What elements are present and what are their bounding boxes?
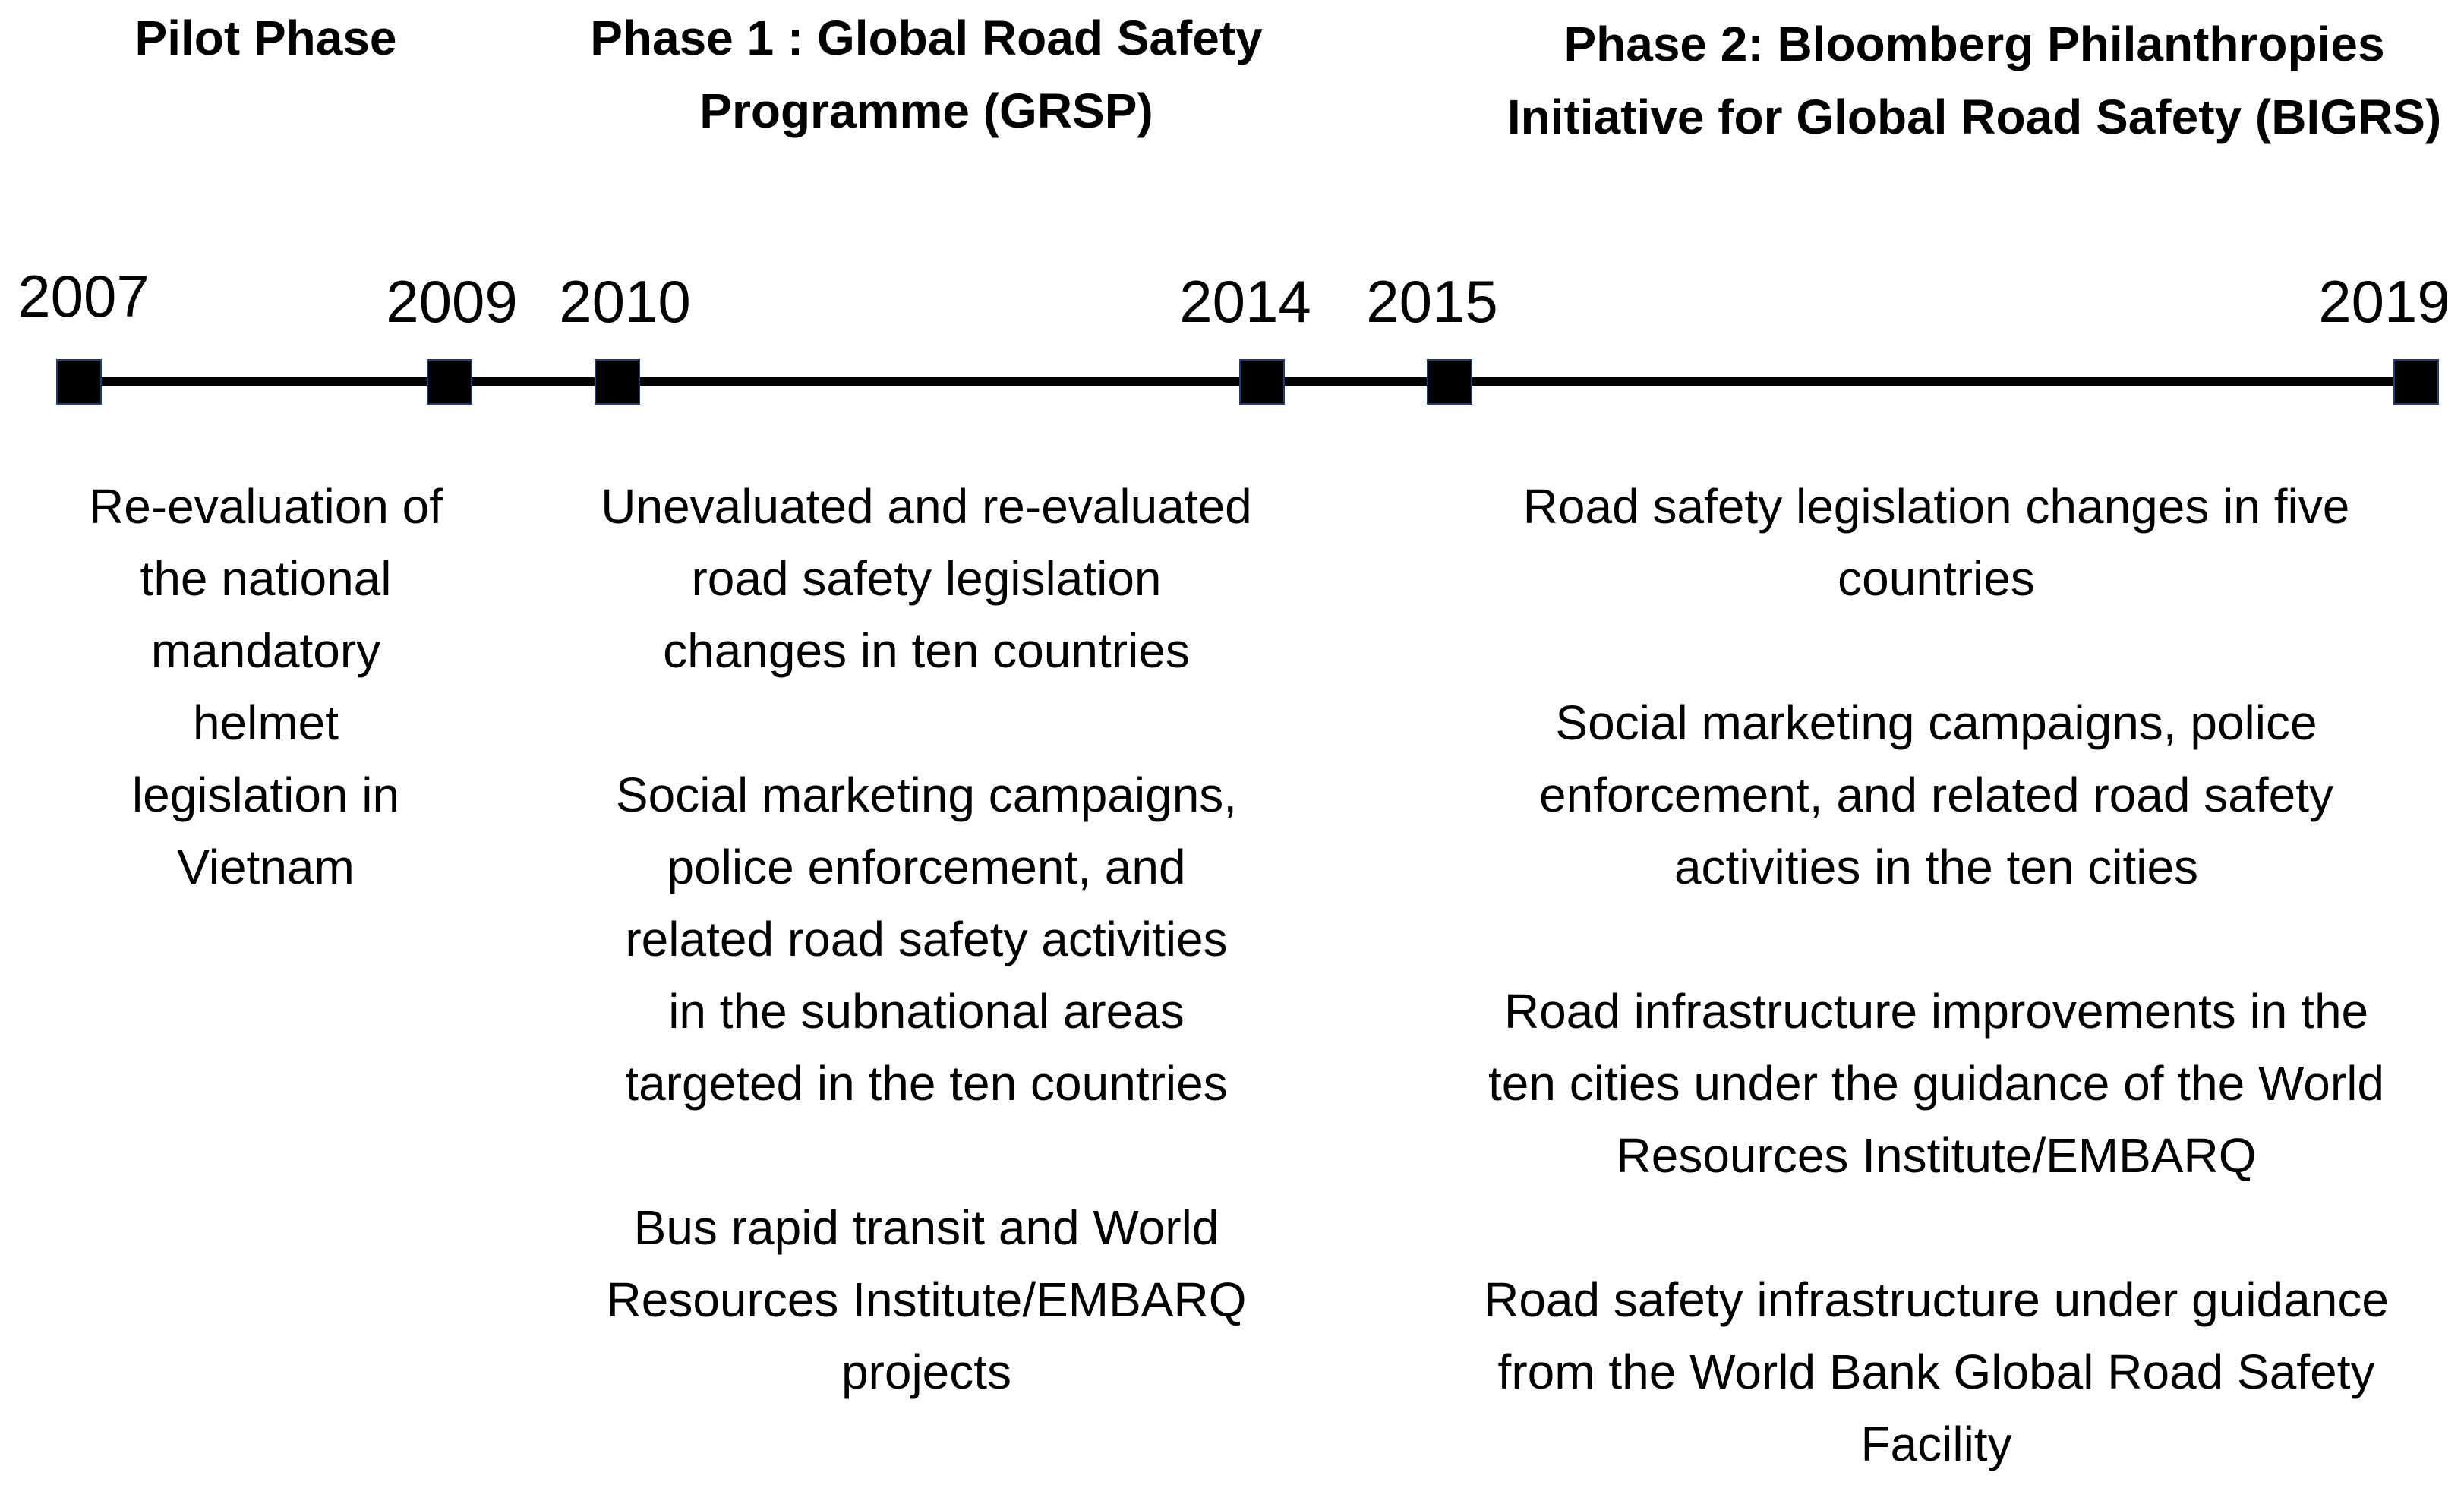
desc-line: from the World Bank Global Road Safety <box>1497 1345 2375 1399</box>
phase-1-item-legislation <box>547 471 1306 687</box>
desc-line: Resources Institute/EMBARQ <box>606 1272 1247 1327</box>
desc-line: police enforcement, and <box>667 840 1186 894</box>
timeline-marker-2009 <box>427 359 472 405</box>
phase-2-title <box>1488 8 2460 153</box>
timeline-marker-2007 <box>56 359 102 405</box>
phase-1-item-bus-rapid-transit <box>547 1192 1306 1408</box>
desc-line: helmet <box>192 695 339 750</box>
desc-line: legislation in <box>131 768 400 822</box>
pilot-phase-title-line-1: Pilot Phase <box>134 11 397 65</box>
pilot-item <box>61 471 471 903</box>
desc-line: targeted in the ten countries <box>625 1056 1228 1111</box>
desc-line: Unevaluated and re-evaluated <box>601 479 1252 534</box>
desc-line: Vietnam <box>177 840 355 894</box>
timeline-marker-2014 <box>1239 359 1285 405</box>
desc-line: projects <box>841 1345 1012 1399</box>
phase-2-title-line-2: Initiative for Global Road Safety (BIGRS) <box>1506 90 2442 144</box>
desc-line: activities in the ten cities <box>1674 840 2199 894</box>
desc-line: Bus rapid transit and World <box>633 1200 1219 1255</box>
desc-line: Road safety legislation changes in five <box>1522 479 2350 534</box>
desc-line: Road infrastructure improvements in the <box>1503 984 2369 1039</box>
phase-1-title <box>577 2 1276 147</box>
year-label-2014: 2014 <box>1179 268 1311 335</box>
phase-2-item-social-marketing <box>1428 687 2445 903</box>
pilot-phase-description <box>61 471 471 903</box>
phase-1-title-line-1: Phase 1 : Global Road Safety <box>590 11 1263 65</box>
desc-line: Road safety infrastructure under guidance <box>1484 1272 2389 1327</box>
year-label-2019: 2019 <box>2318 268 2450 335</box>
year-label-2009: 2009 <box>386 268 518 335</box>
desc-line: Facility <box>1860 1417 2012 1471</box>
desc-line: enforcement, and related road safety <box>1539 768 2333 822</box>
desc-line: Social marketing campaigns, police <box>1555 695 2317 750</box>
desc-line: Re-evaluation of <box>88 479 443 534</box>
desc-line: ten cities under the guidance of the World <box>1488 1056 2384 1111</box>
phase-2-title-line-1: Phase 2: Bloomberg Philanthropies <box>1563 17 2385 71</box>
desc-line: the national <box>140 551 392 606</box>
phase-2-descriptions <box>1428 471 2445 1480</box>
year-label-2007: 2007 <box>17 263 150 329</box>
desc-line: mandatory <box>150 623 381 678</box>
desc-line: changes in ten countries <box>663 623 1190 678</box>
phase-2-item-legislation <box>1428 471 2445 615</box>
desc-line: Social marketing campaigns, <box>615 768 1238 822</box>
timeline-marker-2010 <box>595 359 640 405</box>
phase-2-item-road-infrastructure <box>1428 976 2445 1192</box>
desc-line: related road safety activities <box>625 912 1228 966</box>
phase-1-item-social-marketing <box>547 759 1306 1120</box>
phase-1-descriptions <box>547 471 1306 1408</box>
pilot-phase-title <box>121 2 410 74</box>
year-label-2010: 2010 <box>559 268 691 335</box>
year-label-2015: 2015 <box>1366 268 1498 335</box>
desc-line: in the subnational areas <box>668 984 1185 1039</box>
phase-1-title-line-2: Programme (GRSP) <box>699 84 1153 138</box>
desc-line: Resources Institute/EMBARQ <box>1616 1128 2257 1183</box>
desc-line: countries <box>1838 551 2035 606</box>
timeline-marker-2019 <box>2393 359 2439 405</box>
desc-line: road safety legislation <box>691 551 1162 606</box>
phase-2-item-world-bank-facility <box>1428 1264 2445 1480</box>
timeline-marker-2015 <box>1427 359 1472 405</box>
